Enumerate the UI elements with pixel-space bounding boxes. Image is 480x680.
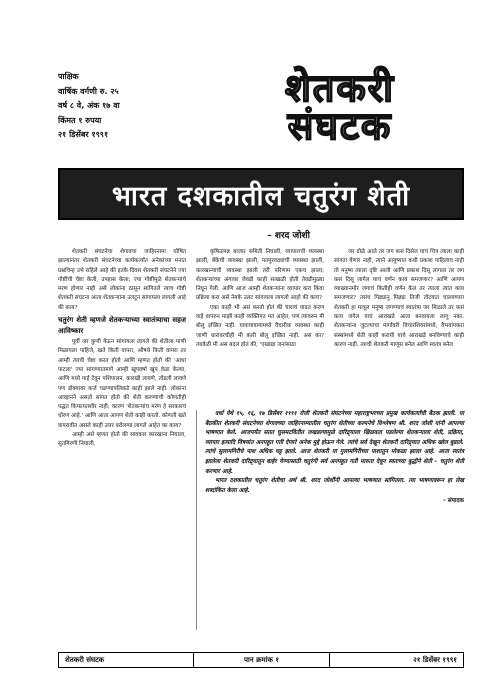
editor-signoff: – संपादक	[442, 498, 464, 505]
footer-page-number: पान क्रमांक १	[194, 653, 329, 667]
issue-date-label: २१ डिसेंबर १९९१	[58, 130, 109, 139]
article-title: भारत दशकातील चतुरंग शेती	[111, 181, 411, 212]
paragraph: आम्ही असे म्हणत होतो की सावकार कारखाना निघाला, सुतगिरणी निघाली,	[58, 432, 186, 448]
paragraph: जर डोळे आले तर जग कसं दिसेल याचं चित्र त्याला काही सांगता येणार नाही, त्याने आयुष्यात कधी प्रकाश पाहिलाच नाही तो मनुष्य त्याला दृष्टि आली आणि प्रकाश दिसू लागला तर जग कसं दिसू लागेल याचं वर्णन काय समजणार? आणि आपण व्याख्यानमोर जगाचं कितीही वर्णन केलं तर त्याला त्यात काय समजणार? तसंच पिढ्यानु पिढ्या तिजी तोटयात चालवणारा शेतकरी हा मात्रूल मनुष्य जगण्याचं स्वातंत्र्य जर मिळाले तर कसं काय जगेल याचं आराखडे आता बनवायला लागू नका. शेतकऱ्यांना जुटल्याचा मार्गावरी विचारशिवरांमध्ये, वैभवांपकरा संस्थांमध्ये शेती काही करायी याचे आराखडे बनविण्याचे काही कारण नाही. त्याची शेतकरी माणूस बनेल आणि स्वतंत्र बनेल	[334, 249, 464, 348]
article-column-3	[334, 248, 464, 350]
article-column-1	[58, 248, 186, 450]
price-label: किंमत १ रुपया	[58, 115, 102, 125]
article-title-banner	[58, 168, 464, 220]
article-column-2	[196, 248, 324, 350]
subscription-label: वार्षिक वर्गणी रु. २५	[58, 86, 119, 96]
page-footer	[58, 652, 464, 668]
article-author: – शरद जोशी	[267, 231, 310, 241]
editor-note-text-2: भारत दशकातील चतुरंग शेतीचा अर्थ श्री. शरद जोशींनी आपल्या भाषणात सांगितला. त्या भाषणावरून हा लेख शब्दांकित केला आहे.	[205, 478, 464, 494]
frequency-label: पाक्षिक	[58, 72, 79, 81]
footer-date: २१ डिसेंबर १९९१	[413, 655, 457, 664]
volume-issue-label: वर्ष ८ वे, अंक १७ वा	[58, 101, 120, 110]
paragraph: शेतकरी संघटनेचा शेगावचा जाहिरनामा घोषित झाल्यानंतर शेतकरी संघटनेच्या कार्यकर्त्यांत अनेकांच्या मनात प्रश्नचिन्ह उभे राहिले आहे की इतके दिवस शेतकरी संघटनेने ज्या गोष्टींची चेष्टा केली, उपहास केला; ज्या गोष्टींमुळे शेतकऱ्यांचे मरण होणार नाही असे लोकांना ठासून सांगितले त्याच गोष्टी शेतकरी संघटना आता शेतकऱ्यांना उलटून सांगायला लागली आहे की काय?	[58, 249, 186, 311]
logo-line-1: शेतकरी	[284, 65, 396, 110]
editor-note-text: वर्धा येथे १५, १६, १७ डिसेंबर १९९१ रोजी शेतकरी संघटनेच्या महाराष्ट्रभरच्या प्रमुख कार्यकर्त्यांची बैठक झाली. या बैठकीत शेतकरी संघटनेच्या शेगावच्या जाहिरनाम्यातील चतुरंग शेतीच्या कल्पनेचे विश्लेषण श्री. शरद जोशी यांनी आपल्या भाषणात केले. आजपर्यंत सतत घुसमटवितीत जखडल्यामुळे दारिद्र्याला खिळवता पडलेल्या शेतकऱ्याला शेती, प्रक्रिया, व्यापार इत्यादि विषयांत अनपहुत गती देणारे अनेक मुद्दे होऊन गेले. त्यांचे सर्व देखून शेतकरी दारिद्र्यात अधिक खोल बुडाले. त्यांचे सुलामगिरीचे पाश अधिक घट्ट झाले. आज शेतकरी या गुलामगिरीच्या पाशातून मोकळा झाला आहे. आता स्वतंत्र झालेला शेतकरी दारिद्र्यातून बाहेर येण्यासाठी चतुरंगी सर्व अनपहुत गती मारुता देवून स्वतःच्या बुद्धीने शेती – चतुरंग शेती करणार आहे.	[205, 411, 464, 475]
masthead-info	[58, 70, 208, 143]
paragraph: कृषिउत्पन्न बाजार समिती निघाली, व्यापाराची व्यवस्था झाली, बँकेची व्यवस्था झाली, पतपुरवठ्याची व्यवस्था झाली, कारखान्याची व्यवस्था झाली तरी परिणाम एकच झाला; शेतकऱ्यांच्या अंगावर जेवढी काही साखळी होती तेवढीमुळ्या निघून गेली. आणि आज आम्ही शेतकऱ्यांना व्यापार करा किंवा प्रक्रिया करा असे नेमके उलट सांगायला लागलो आहो की काय?	[196, 249, 324, 302]
section-subheading: चतुरंग शेती म्हणजे शेतकऱ्याच्या स्वातंत्र्याचा सहज आविष्कार	[58, 316, 186, 336]
logo-line-2: संघटक	[287, 103, 393, 148]
paragraph: पूर्वी जर कुणी येऊन सांगायला लागले की शेतीला पाणी मिळायला पाहिजे, खते किती वापरा, औषधे किती वापरा तर आम्ही त्याची चेष्टा करत होतो आणि म्हणत होतो की 'आधा पाटला' ज्या सांगण्यातमागे आम्ही खूपवर्षा खूप वेळा केल्या, आणि मध्ये गाई टेवून पशिपालन, कारखी लावणे, तोंडली लावणे पण डोक्यावर कर्ज चढण्यापलिकडे काही झाले नाही. लोकांना आव्हानने असतो सांगत होतो की शेती करण्याची कोणतीही पद्धत किफायतशीर नाही; कारण 'शेतकऱ्यांच मरण हे सरकारचं धोरण आहे.' आणि आता आपण शेती काही करतो. कोणती खते वापरावीत असले काही उत्तर वरोलग्या लागले आहेत का काय?	[58, 339, 186, 429]
footer-publication: शेतकरी संघटक	[59, 653, 194, 667]
publication-logo	[240, 65, 440, 150]
paragraph: एका काही भी असं करतो होतं की चाराचं वाढत करण वाहे वापरुन माझी काही व्यक्तिगत मतं आहेत, पण त्यावरुन मी बोलू इच्छित नाही. यावायावायामध्ये वैचारीक व्यवस्था काही जाणी धारांवरचीही मी कारी बोलू इच्छित नाही. असं का? त्यावेळी मी असं बदलं होतं की, 'एखाद्या जनांसाठा	[196, 304, 324, 348]
editor-note-box	[196, 410, 464, 630]
